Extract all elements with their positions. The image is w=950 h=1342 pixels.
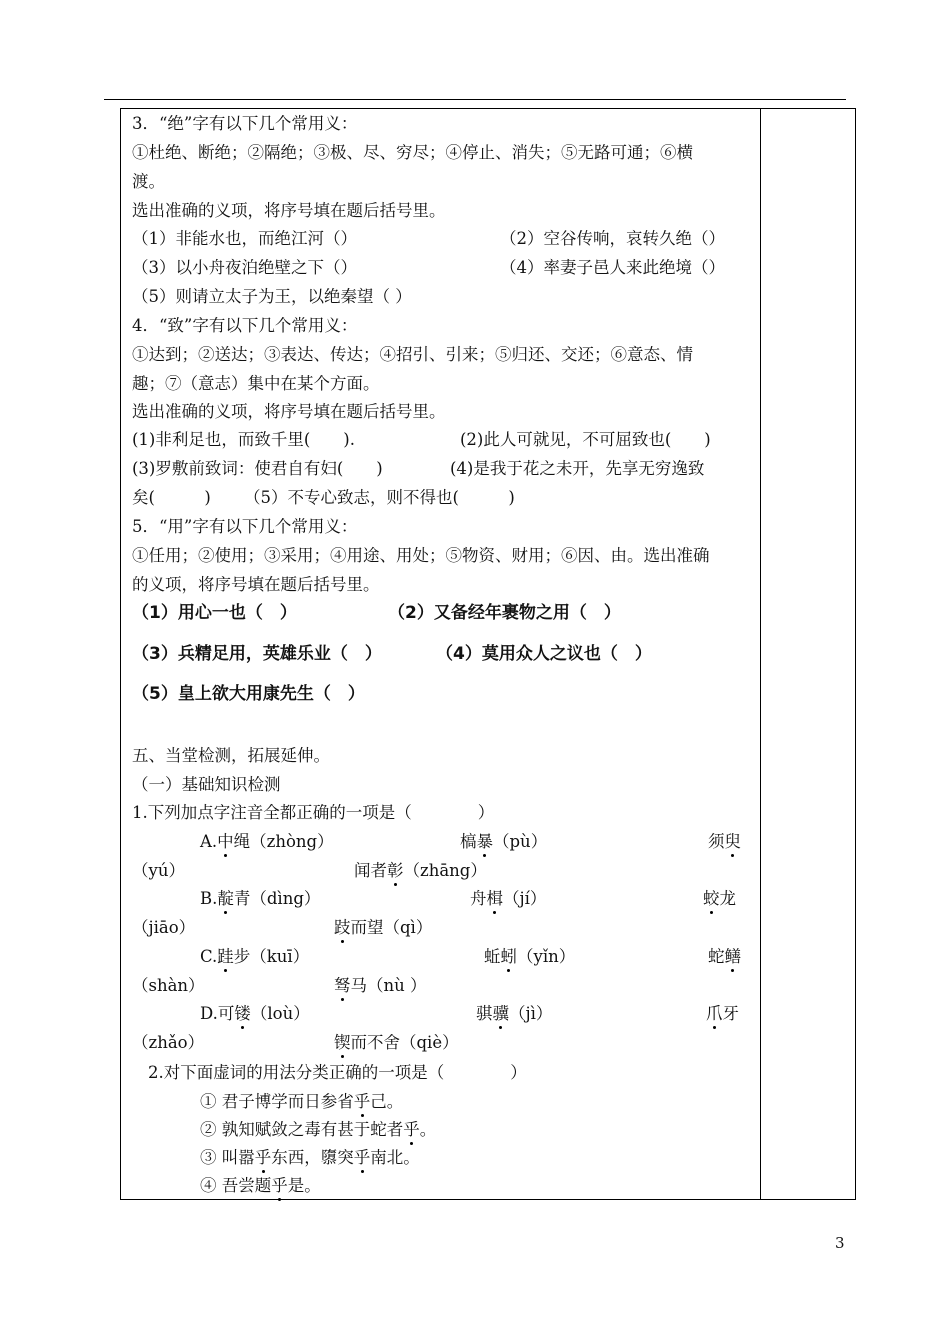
mc1-option-a-word1: A.中绳（zhòng） xyxy=(200,832,334,851)
mc1-option-a-word2: 槁暴（pù） xyxy=(460,832,548,851)
q3-meanings-cont: 渡。 xyxy=(132,172,165,191)
q3-instruction: 选出准确的义项，将序号填在题后括号里。 xyxy=(132,201,446,220)
mc1-option-b-word2: 舟楫（jí） xyxy=(470,889,547,908)
mc2-sentence-1: ① 君子博学而日参省乎己。 xyxy=(200,1092,404,1111)
mc2-question: 2.对下面虚词的用法分类正确的一项是（ ） xyxy=(148,1063,527,1082)
mc1-option-d-word4: 锲而不舍（qiè） xyxy=(334,1033,459,1052)
mc1-option-b-word4: 跂而望（qì） xyxy=(334,918,433,937)
mc1-option-b-word3-pinyin: （jiāo） xyxy=(132,918,196,937)
q3-item-4: （4）率妻子邑人来此绝境（） xyxy=(500,258,725,277)
q4-item-3: (3)罗敷前致词：使君自有妇( ) xyxy=(132,459,383,478)
page-number: 3 xyxy=(835,1234,845,1252)
q4-item-4-cont: 矣( ) xyxy=(132,488,211,507)
q4-instruction: 选出准确的义项，将序号填在题后括号里。 xyxy=(132,402,446,421)
q5-item-1: （1）用心一也（ ） xyxy=(132,603,297,623)
mc1-option-c-word2: 蚯蚓（yǐn） xyxy=(484,947,576,966)
q4-title: 4．“致”字有以下几个常用义： xyxy=(132,316,358,335)
q4-meanings-cont: 趣；⑦（意志）集中在某个方面。 xyxy=(132,374,380,393)
q4-item-1: (1)非利足也，而致千里( ). xyxy=(132,430,355,449)
q3-item-3: （3）以小舟夜泊绝壁之下（） xyxy=(132,258,357,277)
q5-meanings: ①任用；②使用；③采用；④用途、用处；⑤物资、财用；⑥因、由。选出准确 xyxy=(132,546,710,565)
q5-item-2: （2）又备经年裹物之用（ ） xyxy=(388,603,621,623)
q4-meanings: ①达到；②送达；③表达、传达；④招引、引来；⑤归还、交还；⑥意态、情 xyxy=(132,345,693,364)
q3-title: 3．“绝”字有以下几个常用义： xyxy=(132,114,358,133)
mc1-option-d-word2: 骐骥（jì） xyxy=(476,1004,553,1023)
q5-item-3: （3）兵精足用，英雄乐业（ ） xyxy=(132,644,382,664)
mc1-option-b-word3: 蛟龙 xyxy=(703,889,736,908)
section5-title: 五、当堂检测，拓展延伸。 xyxy=(132,746,330,765)
mc2-sentence-2: ② 孰知赋敛之毒有甚于蛇者乎。 xyxy=(200,1120,437,1139)
mc1-option-c-word3-pinyin: （shàn） xyxy=(132,976,205,995)
q4-item-4: (4)是我于花之未开，先享无穷逸致 xyxy=(450,459,705,478)
mc1-option-a-word3-pinyin: （yú） xyxy=(132,861,185,880)
q3-item-5: （5）则请立太子为王，以绝秦望（ ） xyxy=(132,287,412,306)
q4-item-5: （5）不专心致志，则不得也( ) xyxy=(244,488,515,507)
table-column-divider xyxy=(760,108,761,1200)
q5-meanings-cont: 的义项，将序号填在题后括号里。 xyxy=(132,575,380,594)
mc1-option-d-word3-pinyin: （zhǎo） xyxy=(132,1033,205,1052)
q5-title: 5．“用”字有以下几个常用义： xyxy=(132,517,358,536)
mc1-option-a-word3: 须臾 xyxy=(708,832,741,851)
q3-meanings: ①杜绝、断绝；②隔绝；③极、尽、穷尽；④停止、消失；⑤无路可通；⑥横 xyxy=(132,143,693,162)
mc1-option-c-word3: 蛇鳝 xyxy=(708,947,741,966)
q5-item-4: （4）莫用众人之议也（ ） xyxy=(436,644,652,664)
mc2-sentence-4: ④ 吾尝题乎是。 xyxy=(200,1176,321,1195)
q3-item-1: （1）非能水也，而绝江河（） xyxy=(132,229,357,248)
mc1-question: 1.下列加点字注音全都正确的一项是（ ） xyxy=(132,803,495,822)
mc1-option-a-word4: 闻者彰（zhāng） xyxy=(354,861,487,880)
mc1-option-d-word1: D.可镂（loù） xyxy=(200,1004,310,1023)
mc2-sentence-3: ③ 叫嚣乎东西，隳突乎南北。 xyxy=(200,1148,420,1167)
q3-item-2: （2）空谷传响，哀转久绝（） xyxy=(500,229,725,248)
q5-item-5: （5）皇上欲大用康先生（ ） xyxy=(132,684,365,704)
mc1-option-c-word1: C.跬步（kuī） xyxy=(200,947,310,966)
mc1-option-d-word3: 爪牙 xyxy=(706,1004,739,1023)
mc1-option-c-word4: 驽马（nù ） xyxy=(334,976,427,995)
header-rule xyxy=(104,99,846,100)
section5-subheading: （一）基础知识检测 xyxy=(132,775,281,794)
mc1-option-b-word1: B.靛青（dìng） xyxy=(200,889,321,908)
q4-item-2: (2)此人可就见，不可屈致也( ) xyxy=(460,430,711,449)
